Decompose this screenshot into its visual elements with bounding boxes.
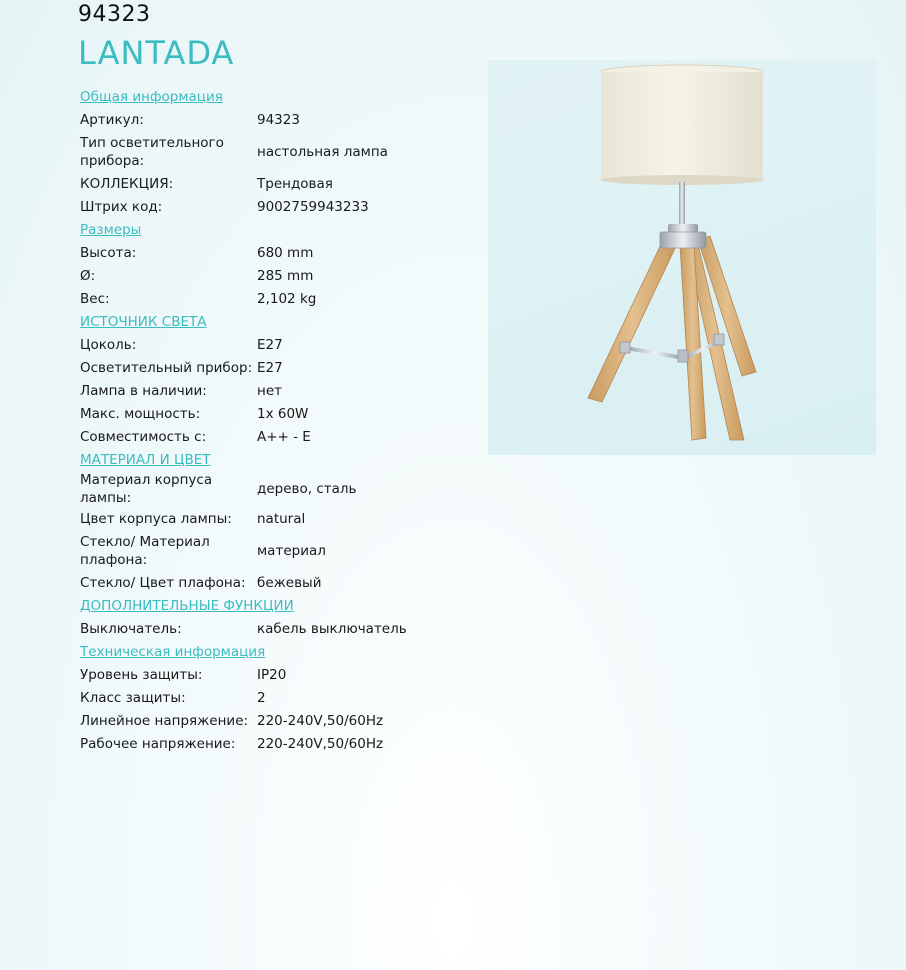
spec-value: 1x 60W [257, 405, 309, 422]
spec-value: A++ - E [257, 428, 311, 445]
spec-row [80, 356, 480, 379]
spec-row [80, 425, 480, 448]
product-photo [488, 60, 876, 455]
spec-label: Штрих код: [80, 198, 163, 215]
spec-row [80, 686, 480, 709]
spec-label: Стекло/ Цвет плафона: [80, 574, 246, 591]
spec-value: 94323 [257, 111, 300, 128]
spec-label: Совместимость с: [80, 428, 207, 445]
lamp-braces [626, 340, 722, 358]
spec-row [80, 287, 480, 310]
section-header [80, 640, 480, 663]
spec-row [80, 131, 480, 172]
spec-table [80, 85, 480, 755]
spec-row [80, 264, 480, 287]
spec-label: Цоколь: [80, 336, 137, 353]
spec-value: Трендовая [257, 175, 333, 192]
spec-label: Осветительный прибор: [80, 359, 253, 376]
section-header [80, 594, 480, 617]
section-header [80, 85, 480, 108]
spec-row [80, 617, 480, 640]
spec-row [80, 530, 480, 571]
spec-value: нет [257, 382, 282, 399]
spec-row [80, 402, 480, 425]
section-link[interactable]: ДОПОЛНИТЕЛЬНЫЕ ФУНКЦИИ [80, 597, 294, 614]
section-link[interactable]: Размеры [80, 221, 142, 238]
spec-row [80, 241, 480, 264]
lamp-shade [601, 65, 763, 185]
section-link[interactable]: ИСТОЧНИК СВЕТА [80, 313, 207, 330]
spec-label: Артикул: [80, 111, 144, 128]
spec-row [80, 108, 480, 131]
spec-label: Линейное напряжение: [80, 712, 249, 729]
section-header [80, 310, 480, 333]
product-code: 94323 [78, 2, 151, 27]
spec-value: 680 mm [257, 244, 314, 261]
product-name: LANTADA [78, 34, 235, 72]
spec-row [80, 571, 480, 594]
spec-value: E27 [257, 336, 283, 353]
spec-value: бежевый [257, 574, 322, 591]
lamp-leg-left [588, 238, 678, 402]
spec-value: кабель выключатель [257, 620, 407, 637]
lamp-illustration [488, 60, 876, 455]
spec-label: Материал корпуса лампы: [80, 472, 213, 506]
section-header [80, 448, 480, 471]
spec-row [80, 507, 480, 530]
spec-label: Ø: [80, 267, 96, 284]
spec-value: IP20 [257, 666, 287, 683]
lamp-pole [679, 182, 685, 230]
spec-value: дерево, сталь [257, 481, 357, 497]
spec-value: 220-240V,50/60Hz [257, 712, 384, 729]
spec-value: 2,102 kg [257, 290, 317, 307]
spec-value: 285 mm [257, 267, 314, 284]
spec-label: Макс. мощность: [80, 405, 201, 422]
spec-row [80, 172, 480, 195]
spec-label: Выключатель: [80, 620, 182, 637]
lamp-hub [660, 224, 706, 248]
spec-label: Тип осветительного прибора: [80, 134, 224, 169]
spec-row [80, 195, 480, 218]
spec-label: Цвет корпуса лампы: [80, 510, 232, 527]
spec-value: настольная лампа [257, 143, 388, 160]
spec-row [80, 471, 480, 507]
spec-row [80, 379, 480, 402]
spec-label: Уровень защиты: [80, 666, 203, 683]
spec-label: Класс защиты: [80, 689, 186, 706]
spec-value: 9002759943233 [257, 198, 369, 215]
section-link[interactable]: МАТЕРИАЛ И ЦВЕТ [80, 451, 211, 468]
spec-label: КОЛЛЕКЦИЯ: [80, 175, 174, 192]
spec-label: Вес: [80, 290, 110, 307]
spec-label: Рабочее напряжение: [80, 735, 236, 752]
section-link[interactable]: Техническая информация [80, 643, 266, 660]
spec-value: материал [257, 542, 326, 559]
spec-row [80, 709, 480, 732]
section-link[interactable]: Общая информация [80, 88, 223, 105]
spec-row [80, 732, 480, 755]
spec-row [80, 333, 480, 356]
spec-label: Стекло/ Материал плафона: [80, 533, 210, 568]
spec-value: E27 [257, 359, 283, 376]
section-header [80, 218, 480, 241]
spec-value: 2 [257, 689, 266, 706]
spec-row [80, 663, 480, 686]
spec-label: Лампа в наличии: [80, 382, 207, 399]
spec-value: natural [257, 510, 306, 527]
spec-label: Высота: [80, 244, 137, 261]
spec-value: 220-240V,50/60Hz [257, 735, 384, 752]
